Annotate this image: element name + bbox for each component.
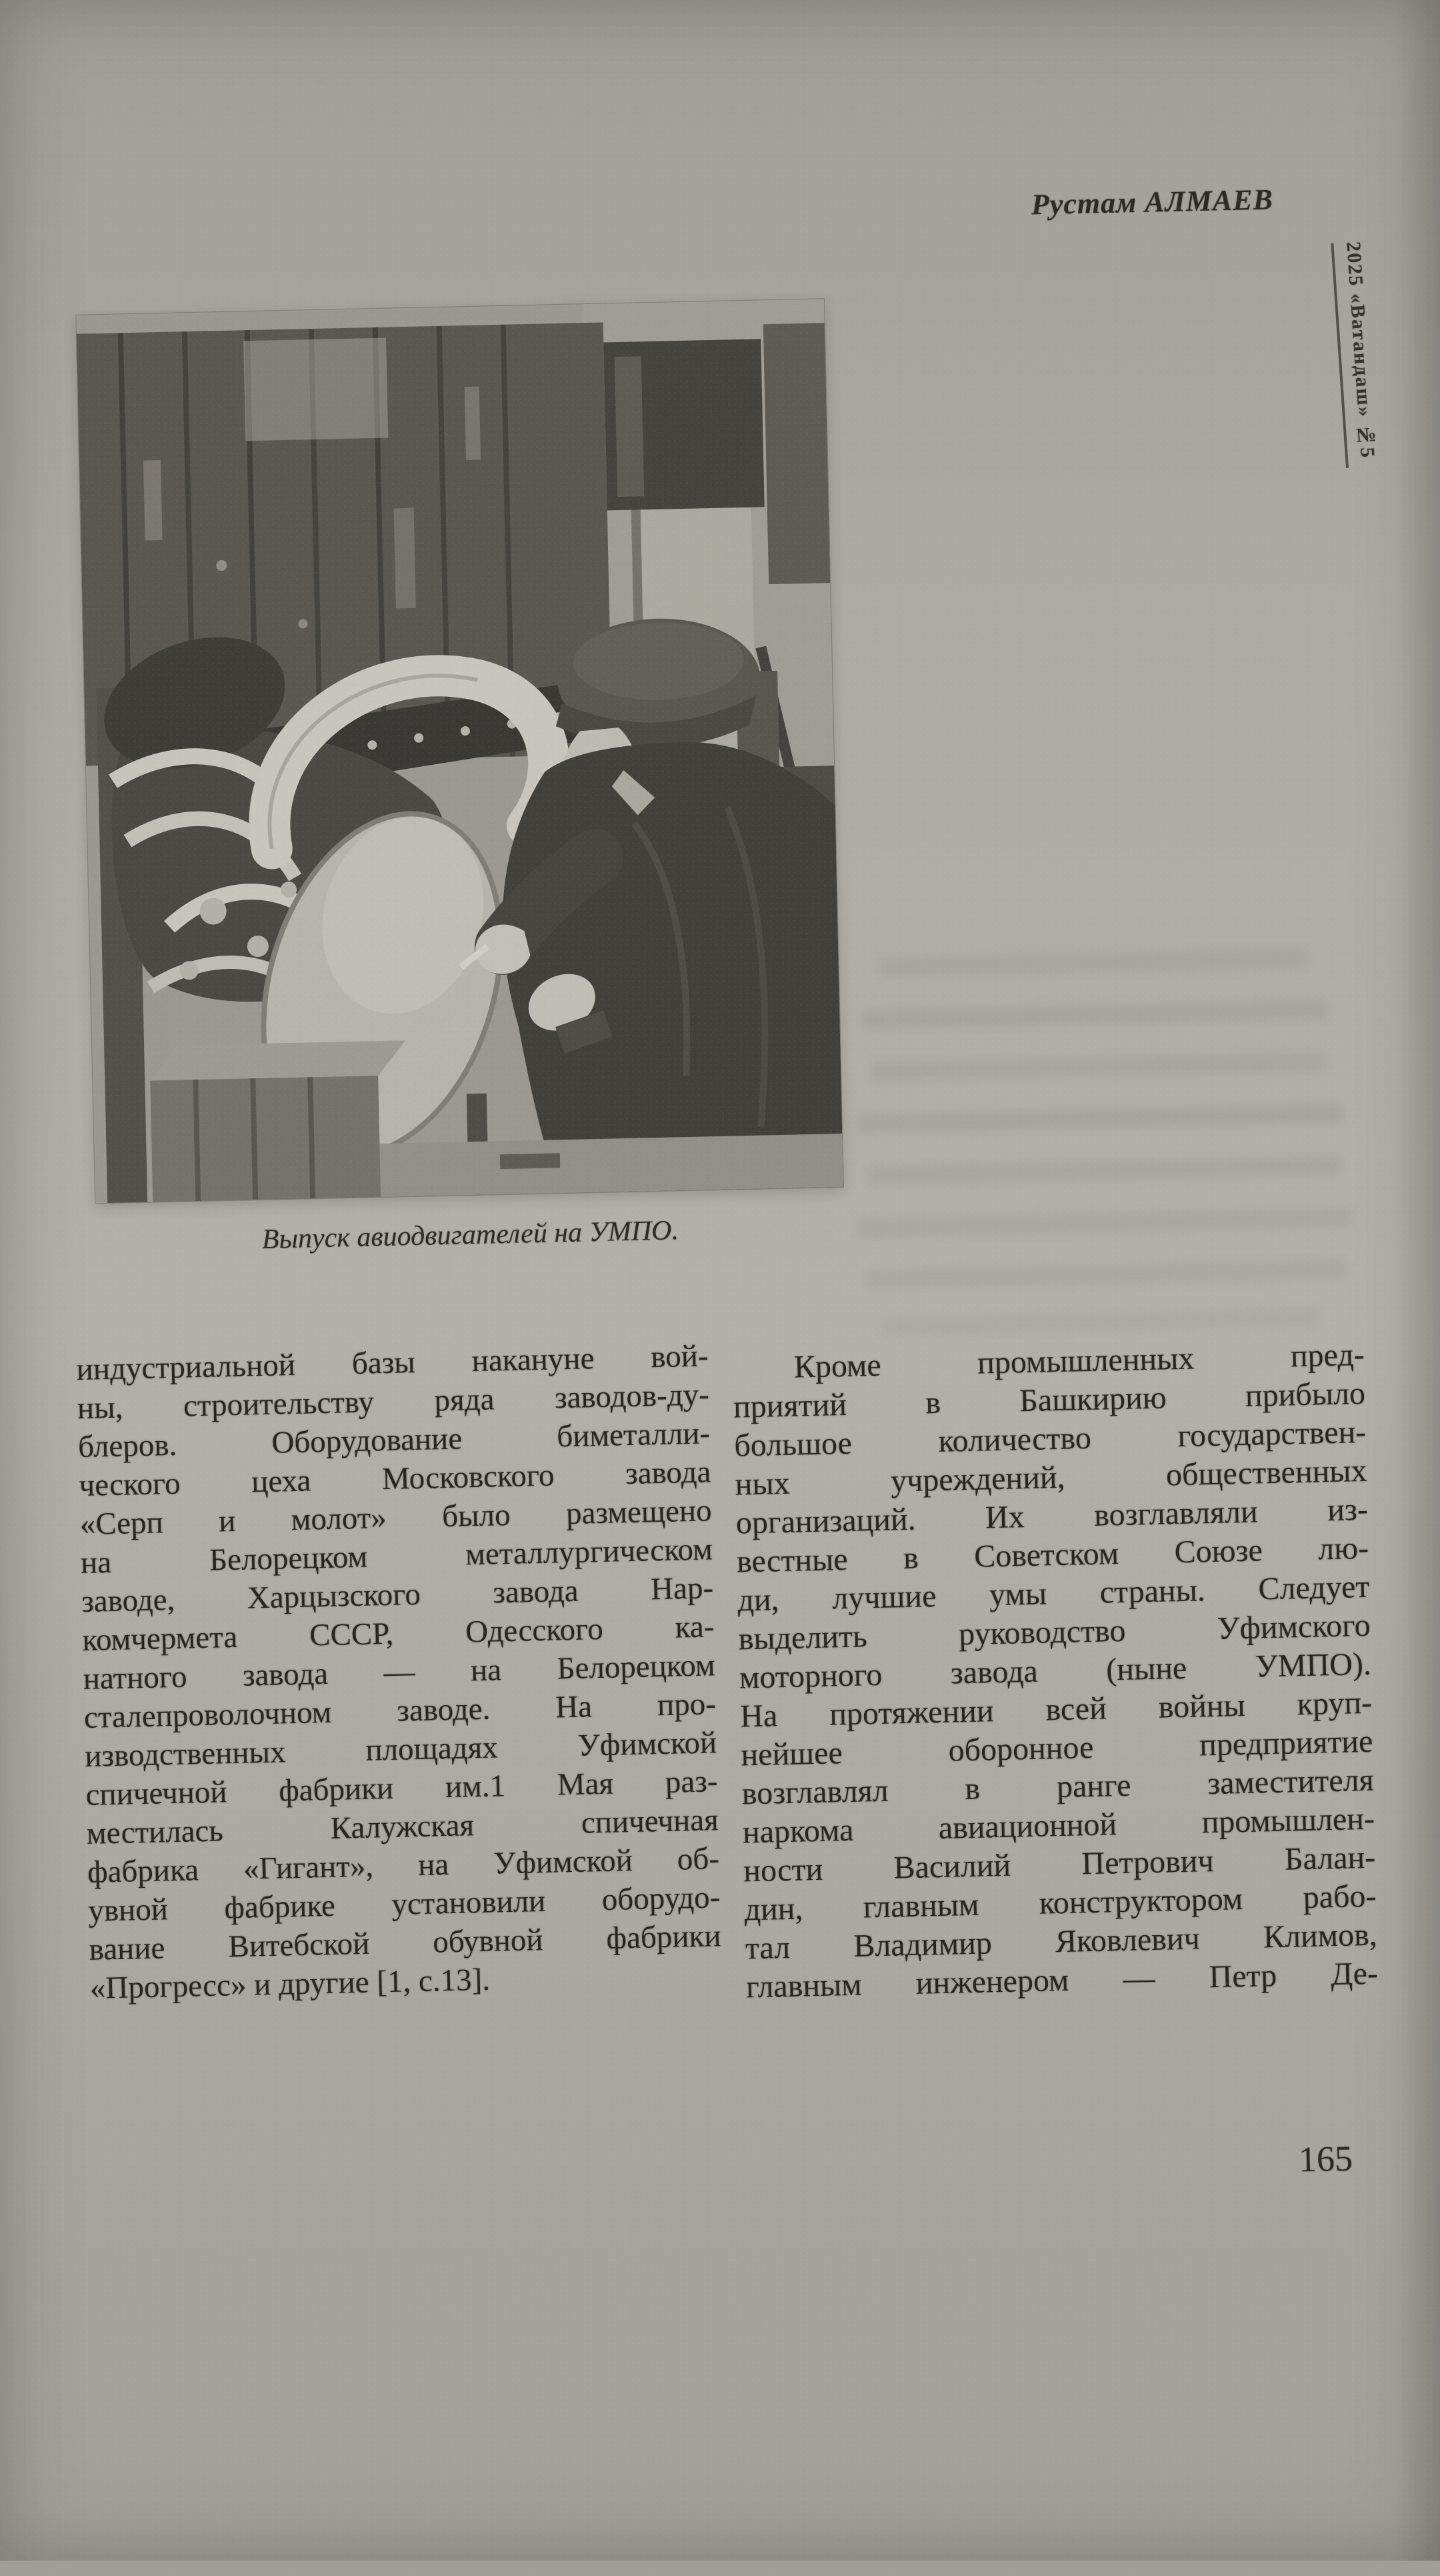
text-line: ности Василий Петрович Балан-	[743, 1839, 1376, 1889]
text-line: местилась Калужская спичечная	[86, 1802, 719, 1851]
text-line: блеров. Оборудование биметалли-	[77, 1416, 711, 1465]
text-line: увной фабрике установили оборудо-	[87, 1880, 721, 1928]
text-line: натного завода — на Белорецком	[83, 1648, 716, 1696]
photo-caption: Выпуск авиодвигателей на УМПО.	[261, 1215, 679, 1255]
page-header-author: Рустам АЛМАЕВ	[1031, 183, 1274, 221]
text-line: моторного завода (ныне УМПО).	[739, 1646, 1372, 1696]
text-line: На протяжении всей войны круп-	[739, 1684, 1373, 1734]
text-line: дин, главным конструктором рабо-	[744, 1878, 1377, 1928]
text-line: комчермета СССР, Одесского ка-	[81, 1609, 715, 1658]
text-line: главным инженером — Петр Де-	[745, 1955, 1379, 2005]
text-line: заводе, Харцызского завода Нар-	[81, 1570, 714, 1620]
text-line: большое количество государствен-	[733, 1414, 1367, 1464]
text-line: организаций. Их возглавляли из-	[735, 1491, 1369, 1541]
text-line: Кроме промышленных пред-	[793, 1336, 1365, 1385]
text-line: вестные в Советском Союзе лю-	[736, 1530, 1369, 1580]
body-column-left	[76, 1336, 722, 2007]
text-line: выделить руководство Уфимского	[738, 1607, 1371, 1657]
journal-issue-sidebar	[1331, 241, 1379, 468]
article-photo-engine-assembly	[76, 299, 843, 1203]
text-line: наркома авиационной промышлен-	[742, 1800, 1375, 1850]
text-line: нейшее оборонное предприятие	[740, 1723, 1373, 1773]
text-line: «Прогресс» и другие [1, с.13].	[89, 1962, 491, 2006]
text-line: ди, лучшие умы страны. Следует	[737, 1568, 1370, 1618]
text-line: приятий в Башкирию прибыло	[733, 1375, 1366, 1425]
text-line: возглавлял в ранге заместителя	[741, 1762, 1375, 1812]
text-line: фабрика «Гигант», на Уфимской об-	[87, 1841, 720, 1890]
text-line: тал Владимир Яковлевич Климов,	[745, 1916, 1378, 1967]
text-line: ны, строительству ряда заводов-ду-	[77, 1377, 710, 1426]
body-column-right	[732, 1336, 1378, 2007]
text-line: индустриальной базы накануне вой-	[76, 1338, 709, 1388]
text-line: «Серп и молот» было размещено	[79, 1493, 713, 1542]
text-line: вание Витебской обувной фабрики	[89, 1918, 722, 1967]
text-line: сталепроволочном заводе. На про-	[83, 1686, 717, 1735]
text-line: ных учреждений, общественных	[735, 1452, 1368, 1502]
page-number: 165	[1298, 2138, 1353, 2180]
journal-issue-label: 2025 «Ватандаш» №5	[1342, 241, 1379, 459]
text-line: изводственных площадях Уфимской	[84, 1725, 717, 1774]
text-line: спичечной фабрики им.1 Мая раз-	[85, 1764, 718, 1812]
text-line: на Белорецком металлургическом	[80, 1532, 713, 1581]
text-line: ческого цеха Московского завода	[78, 1454, 711, 1504]
